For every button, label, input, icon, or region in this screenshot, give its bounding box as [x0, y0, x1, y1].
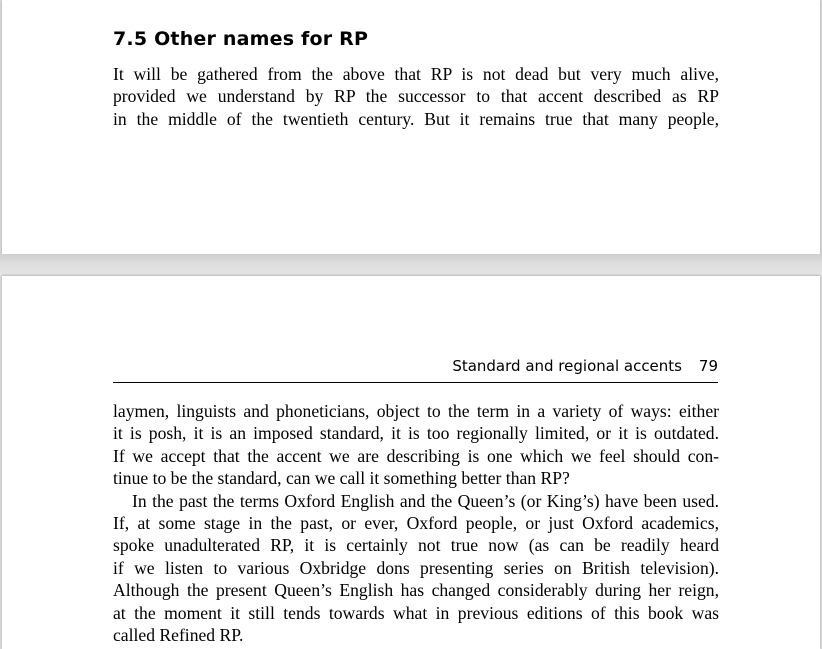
- top-page: [2, 0, 820, 254]
- running-head-title: Standard and regional accents: [452, 357, 682, 375]
- running-head: [113, 354, 718, 383]
- paragraph-second: [113, 490, 719, 647]
- text-line: laymen, linguists and phoneticians, object to the term in a variety of ways: either: [113, 401, 719, 421]
- bottom-page: [2, 276, 820, 649]
- text-line: In the past the terms Oxford English and the Queen’s (or King’s) have been used.: [132, 490, 719, 511]
- text-line: Although the present Queen’s English has changed considerably during her reign,: [113, 580, 719, 601]
- section-heading: 7.5 Other names for RP: [113, 28, 369, 50]
- top-paragraph: [113, 63, 719, 130]
- text-line: It will be gathered from the above that RP is not dead but very much alive,: [113, 64, 719, 84]
- page-separator: [0, 254, 822, 276]
- text-line: tinue to be the standard, can we call it something better than RP?: [113, 468, 570, 489]
- text-line: in the middle of the twentieth century. But it remains true that many people,: [113, 108, 719, 129]
- text-line: it is posh, it is an imposed standard, it is too regionally limited, or it is outdated.: [113, 423, 719, 444]
- continued-text: [113, 400, 719, 646]
- page-number: 79: [698, 357, 718, 375]
- text-line: spoke unadulterated RP, it is certainly not true now (as can be readily heard: [113, 535, 719, 556]
- text-line: If we accept that the accent we are describing is one which we feel should con-: [113, 445, 719, 466]
- text-line: If, at some stage in the past, or ever, Oxford people, or just Oxford academics,: [113, 513, 719, 534]
- text-line: called Refined RP.: [113, 625, 244, 646]
- paragraph-continued: [113, 400, 719, 490]
- text-line: at the moment it still tends towards what in previous editions of this book was: [113, 602, 719, 623]
- text-line: if we listen to various Oxbridge dons presenting series on British television).: [113, 557, 719, 578]
- text-line: provided we understand by RP the successor to that accent described as RP: [113, 86, 719, 107]
